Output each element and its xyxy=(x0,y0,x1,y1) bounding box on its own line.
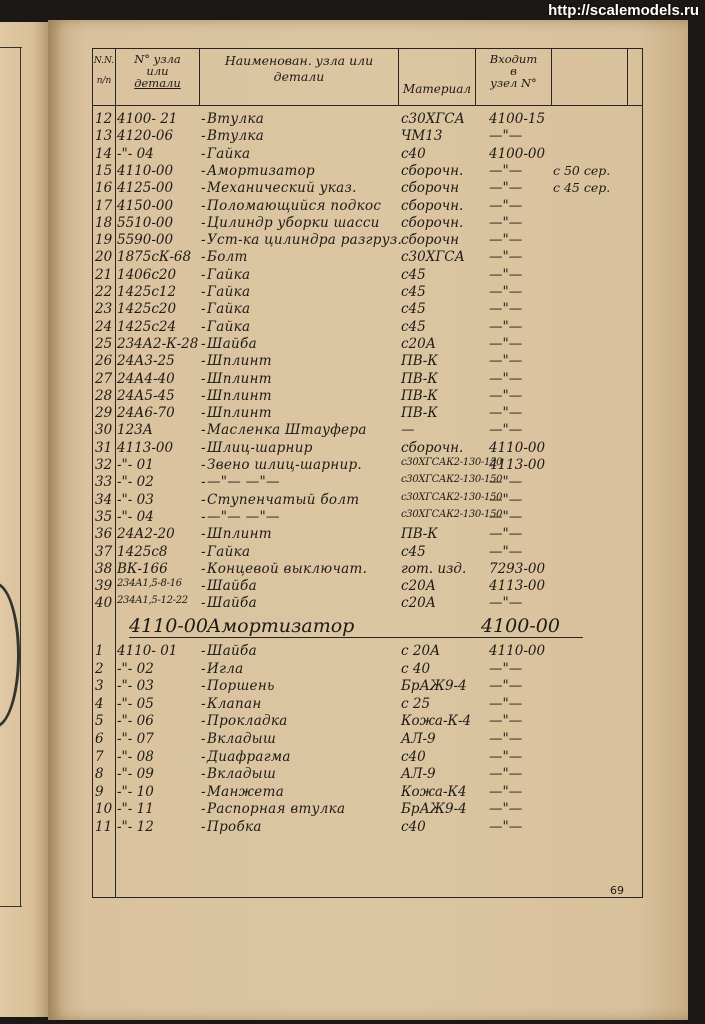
row-material: сборочн. xyxy=(401,162,464,179)
row-part-code: -"- 08 xyxy=(117,748,154,765)
row-part-name: Шайба xyxy=(207,578,257,595)
row-part-name: Шплинт xyxy=(207,387,272,404)
section-parent: 4100-00 xyxy=(481,615,560,637)
row-dash: - xyxy=(201,145,206,162)
row-assembly: —"— xyxy=(489,748,523,765)
row-assembly: —"— xyxy=(489,731,523,747)
row-material: с 20А xyxy=(401,643,441,659)
row-part-name: Шайба xyxy=(207,595,257,612)
row-material: сборочн. xyxy=(401,439,464,456)
page-number: 69 xyxy=(610,884,624,897)
row-part-name: Звено шлиц-шарнир. xyxy=(207,457,363,473)
row-material: с45 xyxy=(401,318,426,335)
row-material: сборочн xyxy=(401,180,459,197)
row-part-code: 4100- 21 xyxy=(117,111,178,127)
row-dash: - xyxy=(201,370,206,387)
row-number: 23 xyxy=(95,301,113,318)
row-assembly: —"— xyxy=(489,370,523,387)
parts-table xyxy=(92,48,643,898)
row-part-name: Шплинт xyxy=(207,526,272,543)
row-assembly: —"— xyxy=(489,405,523,422)
row-part-code: 123А xyxy=(117,422,153,439)
header-assembly-line: Входит xyxy=(489,52,538,66)
row-number: 38 xyxy=(95,560,113,577)
row-assembly: —"— xyxy=(489,660,523,677)
row-part-code: 1406с20 xyxy=(117,266,177,283)
row-part-code: 1425с24 xyxy=(117,318,177,335)
row-assembly: 7293-00 xyxy=(489,560,546,577)
header-assembly-line: узел N° xyxy=(490,76,537,90)
row-part-code: 4110- 01 xyxy=(117,643,178,659)
row-assembly: —"— xyxy=(489,526,523,543)
row-number: 14 xyxy=(95,145,113,162)
row-number: 12 xyxy=(95,111,113,127)
row-material: ПВ-К xyxy=(401,387,438,404)
column-divider xyxy=(115,49,116,897)
row-number: 27 xyxy=(95,370,113,387)
row-part-code: 24А3-25 xyxy=(117,353,175,370)
row-assembly: —"— xyxy=(489,491,523,508)
header-code-line: или xyxy=(146,64,169,78)
row-material: АЛ-9 xyxy=(401,766,436,783)
row-part-name: Шлиц-шарнир xyxy=(207,439,313,456)
row-number: 17 xyxy=(95,197,113,214)
row-assembly: —"— xyxy=(489,801,523,818)
row-part-code: 234А1,5-12-22 xyxy=(117,595,188,607)
row-material: с40 xyxy=(401,145,426,162)
row-dash: - xyxy=(201,353,206,370)
row-assembly: —"— xyxy=(489,474,523,491)
row-number: 18 xyxy=(95,214,113,231)
row-part-name: Гайка xyxy=(207,145,251,162)
row-assembly: 4110-00 xyxy=(489,439,546,456)
row-dash: - xyxy=(201,543,206,560)
row-part-name: Ступенчатый болт xyxy=(207,491,360,508)
document-page xyxy=(48,20,688,1020)
row-part-code: -"- 04 xyxy=(117,508,154,525)
row-part-name: Амортизатор xyxy=(207,162,315,179)
row-assembly: —"— xyxy=(489,508,523,525)
row-part-code: 24А4-40 xyxy=(117,370,175,387)
row-part-code: 234А2-К-28 xyxy=(117,335,199,352)
row-number: 40 xyxy=(95,595,113,612)
header-divider xyxy=(93,105,642,106)
row-number: 39 xyxy=(95,578,113,595)
row-part-name: Шплинт xyxy=(207,370,272,387)
row-part-name: Прокладка xyxy=(207,713,288,730)
row-material: гот. изд. xyxy=(401,560,467,577)
header-assembly-line: в xyxy=(510,64,517,78)
row-assembly: —"— xyxy=(489,678,523,695)
row-dash: - xyxy=(201,284,206,300)
row-number: 13 xyxy=(95,128,113,145)
row-part-name: Втулка xyxy=(207,111,265,127)
row-material: с30ХГСАК2-130-150 xyxy=(401,457,503,468)
row-part-name: Шайба xyxy=(207,643,257,659)
left-page-drawing xyxy=(0,582,20,728)
row-assembly: 4110-00 xyxy=(489,643,546,659)
row-dash: - xyxy=(201,387,206,404)
row-material: сборочн. xyxy=(401,197,464,214)
row-number: 1 xyxy=(95,643,104,659)
row-assembly: —"— xyxy=(489,266,523,283)
row-number: 16 xyxy=(95,180,113,197)
row-assembly: —"— xyxy=(489,595,523,612)
column-divider xyxy=(627,49,628,105)
row-part-name: Игла xyxy=(207,660,244,677)
row-number: 26 xyxy=(95,353,113,370)
row-assembly: —"— xyxy=(489,422,523,439)
row-dash: - xyxy=(201,801,206,818)
row-number: 2 xyxy=(95,660,104,677)
row-assembly: —"— xyxy=(489,249,523,266)
left-page-rule xyxy=(20,47,21,907)
row-dash: - xyxy=(201,422,206,439)
row-part-code: 24А5-45 xyxy=(117,387,175,404)
row-part-code: 1875сК-68 xyxy=(117,249,192,266)
row-material: сборочн. xyxy=(401,214,464,231)
row-number: 15 xyxy=(95,162,113,179)
row-material: ЧМ13 xyxy=(401,128,443,145)
row-part-name: Уст-ка цилиндра разгруз. xyxy=(207,232,403,249)
row-part-name: Вкладыш xyxy=(207,766,277,783)
row-assembly: 4100-00 xyxy=(489,145,546,162)
row-dash: - xyxy=(201,508,206,525)
row-material: с20А xyxy=(401,578,436,595)
row-part-name: Гайка xyxy=(207,301,251,318)
row-dash: - xyxy=(201,301,206,318)
row-part-name: —"— —"— xyxy=(207,474,280,491)
header-material xyxy=(399,83,475,95)
row-material: с30ХГСАК2-130-150 xyxy=(401,491,503,503)
row-part-code: 4110-00 xyxy=(117,162,174,179)
row-part-code: -"- 03 xyxy=(117,491,154,508)
row-number: 6 xyxy=(95,731,104,747)
row-assembly: 4100-15 xyxy=(489,111,546,127)
row-part-name: Манжета xyxy=(207,783,285,800)
row-material: ПВ-К xyxy=(401,405,438,422)
row-dash: - xyxy=(201,266,206,283)
row-part-name: Клапан xyxy=(207,695,262,712)
row-dash: - xyxy=(201,660,206,677)
row-number: 5 xyxy=(95,713,104,730)
row-dash: - xyxy=(201,162,206,179)
row-part-code: -"- 03 xyxy=(117,678,154,695)
section-code: 4110-00 xyxy=(129,615,208,637)
row-material: ПВ-К xyxy=(401,370,438,387)
row-dash: - xyxy=(201,180,206,197)
row-part-code: -"- 10 xyxy=(117,783,154,800)
row-part-code: 24А6-70 xyxy=(117,405,175,422)
row-number: 4 xyxy=(95,695,104,712)
row-part-name: Масленка Штауфера xyxy=(207,422,367,439)
row-number: 32 xyxy=(95,457,113,473)
row-assembly: —"— xyxy=(489,353,523,370)
header-code-line: N° узла xyxy=(134,52,181,66)
row-material: с30ХГСА xyxy=(401,111,465,127)
row-part-code: -"- 12 xyxy=(117,819,154,835)
row-part-name: Поломающийся подкос xyxy=(207,197,382,214)
row-dash: - xyxy=(201,766,206,783)
row-assembly: —"— xyxy=(489,543,523,560)
row-material: с45 xyxy=(401,543,426,560)
row-assembly: —"— xyxy=(489,713,523,730)
section-title xyxy=(129,615,583,638)
left-page-rule xyxy=(0,47,22,48)
row-number: 24 xyxy=(95,318,113,335)
row-number: 30 xyxy=(95,422,113,439)
row-material: Кожа-К-4 xyxy=(401,713,472,730)
row-part-code: ВК-166 xyxy=(117,560,168,577)
row-assembly: —"— xyxy=(489,180,523,197)
row-number: 37 xyxy=(95,543,113,560)
row-part-name: Гайка xyxy=(207,543,251,560)
row-part-name: Поршень xyxy=(207,678,275,695)
row-assembly: —"— xyxy=(489,819,523,835)
row-dash: - xyxy=(201,197,206,214)
row-number: 20 xyxy=(95,249,113,266)
row-note: с 45 сер. xyxy=(553,180,611,196)
row-assembly: —"— xyxy=(489,766,523,783)
row-material: с 25 xyxy=(401,695,431,712)
section-name: Амортизатор xyxy=(207,615,355,637)
row-part-code: 24А2-20 xyxy=(117,526,175,543)
header-num xyxy=(93,55,115,87)
header-material-label: Материал xyxy=(402,82,472,96)
row-part-code: -"- 07 xyxy=(117,731,154,747)
row-dash: - xyxy=(201,731,206,747)
row-part-code: -"- 04 xyxy=(117,145,154,162)
row-part-name: —"— —"— xyxy=(207,508,280,525)
watermark-text: http://scalemodels.ru xyxy=(548,2,699,19)
row-dash: - xyxy=(201,783,206,800)
row-material: с45 xyxy=(401,301,426,318)
row-number: 9 xyxy=(95,783,104,800)
row-dash: - xyxy=(201,595,206,612)
header-num-bottom: п/п xyxy=(96,76,112,86)
left-page-rule xyxy=(0,906,22,907)
row-part-name: Концевой выключат. xyxy=(207,560,368,577)
header-name-line: детали xyxy=(273,69,325,84)
row-material: сборочн xyxy=(401,232,459,249)
header-code xyxy=(116,53,199,89)
row-number: 7 xyxy=(95,748,104,765)
row-part-code: -"- 01 xyxy=(117,457,154,473)
row-assembly: —"— xyxy=(489,197,523,214)
row-part-code: 234А1,5-8-16 xyxy=(117,578,182,590)
row-part-code: -"- 02 xyxy=(117,474,154,491)
row-part-name: Болт xyxy=(207,249,248,266)
row-part-code: -"- 05 xyxy=(117,695,154,712)
row-part-name: Распорная втулка xyxy=(207,801,346,818)
row-number: 29 xyxy=(95,405,113,422)
row-number: 3 xyxy=(95,678,104,695)
left-page-edge xyxy=(0,22,48,1017)
row-part-code: 4120-06 xyxy=(117,128,174,145)
row-number: 8 xyxy=(95,766,104,783)
row-number: 11 xyxy=(95,819,113,835)
row-number: 10 xyxy=(95,801,113,818)
row-part-name: Механический указ. xyxy=(207,180,357,197)
row-assembly: —"— xyxy=(489,162,523,179)
row-material: с 40 xyxy=(401,660,431,677)
row-dash: - xyxy=(201,491,206,508)
row-material: с40 xyxy=(401,819,426,835)
row-material: с30ХГСА xyxy=(401,249,465,266)
row-dash: - xyxy=(201,405,206,422)
row-part-name: Шплинт xyxy=(207,405,272,422)
column-divider xyxy=(551,49,552,105)
row-material: с20А xyxy=(401,335,436,352)
header-name xyxy=(200,55,398,83)
row-material: Кожа-К4 xyxy=(401,783,467,800)
row-part-code: -"- 02 xyxy=(117,660,154,677)
row-assembly: —"— xyxy=(489,318,523,335)
row-part-code: -"- 06 xyxy=(117,713,154,730)
row-dash: - xyxy=(201,439,206,456)
row-part-code: 5590-00 xyxy=(117,232,174,249)
row-assembly: —"— xyxy=(489,387,523,404)
row-dash: - xyxy=(201,128,206,145)
row-number: 21 xyxy=(95,266,113,283)
row-material: с20А xyxy=(401,595,436,612)
row-assembly: —"— xyxy=(489,128,523,145)
row-material: ПВ-К xyxy=(401,526,438,543)
row-number: 31 xyxy=(95,439,113,456)
row-material: ПВ-К xyxy=(401,353,438,370)
row-assembly: 4113-00 xyxy=(489,578,546,595)
row-material: БрАЖ9-4 xyxy=(401,678,467,695)
row-dash: - xyxy=(201,457,206,473)
row-number: 19 xyxy=(95,232,113,249)
row-part-name: Диафрагма xyxy=(207,748,291,765)
row-dash: - xyxy=(201,214,206,231)
row-assembly: —"— xyxy=(489,214,523,231)
row-part-code: 4150-00 xyxy=(117,197,174,214)
row-part-name: Цилиндр уборки шасси xyxy=(207,214,380,231)
header-num-top: N.N. xyxy=(93,56,115,66)
row-dash: - xyxy=(201,526,206,543)
row-part-code: 1425с20 xyxy=(117,301,177,318)
row-part-name: Пробка xyxy=(207,819,262,835)
row-dash: - xyxy=(201,819,206,835)
row-dash: - xyxy=(201,249,206,266)
row-material: с45 xyxy=(401,266,426,283)
row-part-name: Шплинт xyxy=(207,353,272,370)
row-note: с 50 сер. xyxy=(553,162,611,178)
row-material: — xyxy=(401,422,415,439)
row-assembly: —"— xyxy=(489,783,523,800)
row-material: с30ХГСАК2-130-150 xyxy=(401,508,503,520)
row-part-name: Шайба xyxy=(207,335,257,352)
row-dash: - xyxy=(201,643,206,659)
row-dash: - xyxy=(201,578,206,595)
row-material: с45 xyxy=(401,284,426,300)
row-assembly: —"— xyxy=(489,335,523,352)
row-part-name: Втулка xyxy=(207,128,265,145)
row-dash: - xyxy=(201,335,206,352)
row-assembly: —"— xyxy=(489,284,523,300)
row-dash: - xyxy=(201,560,206,577)
row-part-name: Вкладыш xyxy=(207,731,277,747)
row-part-code: 5510-00 xyxy=(117,214,174,231)
row-dash: - xyxy=(201,678,206,695)
header-name-line: Наименован. узла или xyxy=(224,53,374,68)
row-part-code: 4113-00 xyxy=(117,439,174,456)
row-number: 35 xyxy=(95,508,113,525)
row-number: 36 xyxy=(95,526,113,543)
row-number: 22 xyxy=(95,284,113,300)
row-dash: - xyxy=(201,318,206,335)
row-assembly: 4113-00 xyxy=(489,457,546,473)
row-part-code: -"- 11 xyxy=(117,801,154,818)
row-dash: - xyxy=(201,111,206,127)
row-material: с40 xyxy=(401,748,426,765)
row-part-code: 4125-00 xyxy=(117,180,174,197)
row-dash: - xyxy=(201,232,206,249)
row-assembly: —"— xyxy=(489,695,523,712)
row-dash: - xyxy=(201,748,206,765)
row-assembly: —"— xyxy=(489,232,523,249)
row-number: 25 xyxy=(95,335,113,352)
row-assembly: —"— xyxy=(489,301,523,318)
row-number: 34 xyxy=(95,491,113,508)
row-part-name: Гайка xyxy=(207,318,251,335)
row-material: АЛ-9 xyxy=(401,731,436,747)
row-number: 33 xyxy=(95,474,113,491)
row-part-code: -"- 09 xyxy=(117,766,154,783)
row-part-code: 1425с8 xyxy=(117,543,168,560)
row-number: 28 xyxy=(95,387,113,404)
header-assembly xyxy=(476,53,551,89)
row-part-name: Гайка xyxy=(207,284,251,300)
row-material: с30ХГСАК2-130-150 xyxy=(401,474,503,486)
row-dash: - xyxy=(201,713,206,730)
column-divider xyxy=(398,49,399,105)
header-code-line: детали xyxy=(134,76,181,90)
row-part-code: 1425с12 xyxy=(117,284,177,300)
row-material: БрАЖ9-4 xyxy=(401,801,467,818)
row-dash: - xyxy=(201,695,206,712)
row-part-name: Гайка xyxy=(207,266,251,283)
row-dash: - xyxy=(201,474,206,491)
